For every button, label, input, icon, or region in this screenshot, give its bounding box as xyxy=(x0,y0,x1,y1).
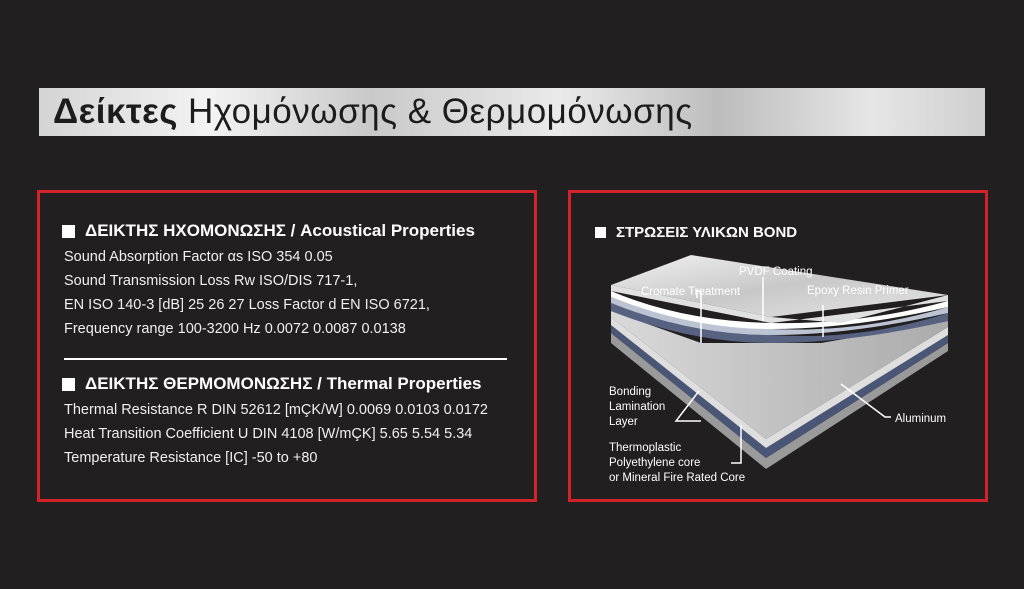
title-bold: Δείκτες xyxy=(53,92,178,131)
acoustic-heading xyxy=(62,221,475,241)
thermal-line-2: Heat Transition Coefficient U DIN 4108 [W/mÇK] 5.65 5.54 5.34 xyxy=(64,426,473,442)
epoxy-label: Epoxy Resin Primer xyxy=(807,285,909,297)
acoustic-line-4: Frequency range 100-3200 Hz 0.0072 0.0087 0.0138 xyxy=(64,321,406,337)
thermal-heading xyxy=(62,374,482,394)
pvdf-label: PVDF Coating xyxy=(739,266,813,278)
bond-layers-diagram xyxy=(571,193,985,499)
aluminum-label: Aluminum xyxy=(895,413,947,425)
acoustic-thermal-panel xyxy=(37,190,537,502)
cromate-label: Cromate Treatment xyxy=(641,286,741,298)
thermal-line-3: Temperature Resistance [IC] -50 to +80 xyxy=(64,450,318,466)
title-rest: Ηχομόνωσης & Θερμομόνωσης xyxy=(187,92,693,131)
thermal-line-1: Thermal Resistance R DIN 52612 [mÇK/W] 0.0069 0.0103 0.0172 xyxy=(64,402,488,418)
acoustic-heading-text: ΔΕΙΚΤΗΣ ΗΧΟΜΟΝΩΣΗΣ / Acoustical Properties xyxy=(85,221,475,240)
acoustic-line-3: EN ISO 140-3 [dB] 25 26 27 Loss Factor d EN ISO 6721, xyxy=(64,297,430,313)
bond-layers-panel xyxy=(568,190,988,502)
square-bullet-icon xyxy=(62,225,75,238)
page-title xyxy=(39,88,985,136)
bonding-label-1: Bonding xyxy=(609,386,652,398)
section-divider xyxy=(64,358,507,360)
layers-heading-text: ΣΤΡΩΣΕΙΣ ΥΛΙΚΩΝ BOND xyxy=(616,224,798,241)
bonding-label-2: Lamination xyxy=(609,401,666,413)
core-label-1: Thermoplastic xyxy=(609,442,682,454)
thermal-heading-text: ΔΕΙΚΤΗΣ ΘΕΡΜΟΜΟΝΩΣΗΣ / Thermal Properties xyxy=(85,374,482,393)
acoustic-line-1: Sound Absorption Factor αs ISO 354 0.05 xyxy=(64,249,333,265)
bonding-label-3: Layer xyxy=(609,416,638,428)
core-label-3: or Mineral Fire Rated Core xyxy=(609,472,746,484)
square-bullet-icon xyxy=(62,378,75,391)
acoustic-line-2: Sound Transmission Loss Rw ISO/DIS 717-1, xyxy=(64,273,358,289)
core-label-2: Polyethylene core xyxy=(609,457,701,469)
